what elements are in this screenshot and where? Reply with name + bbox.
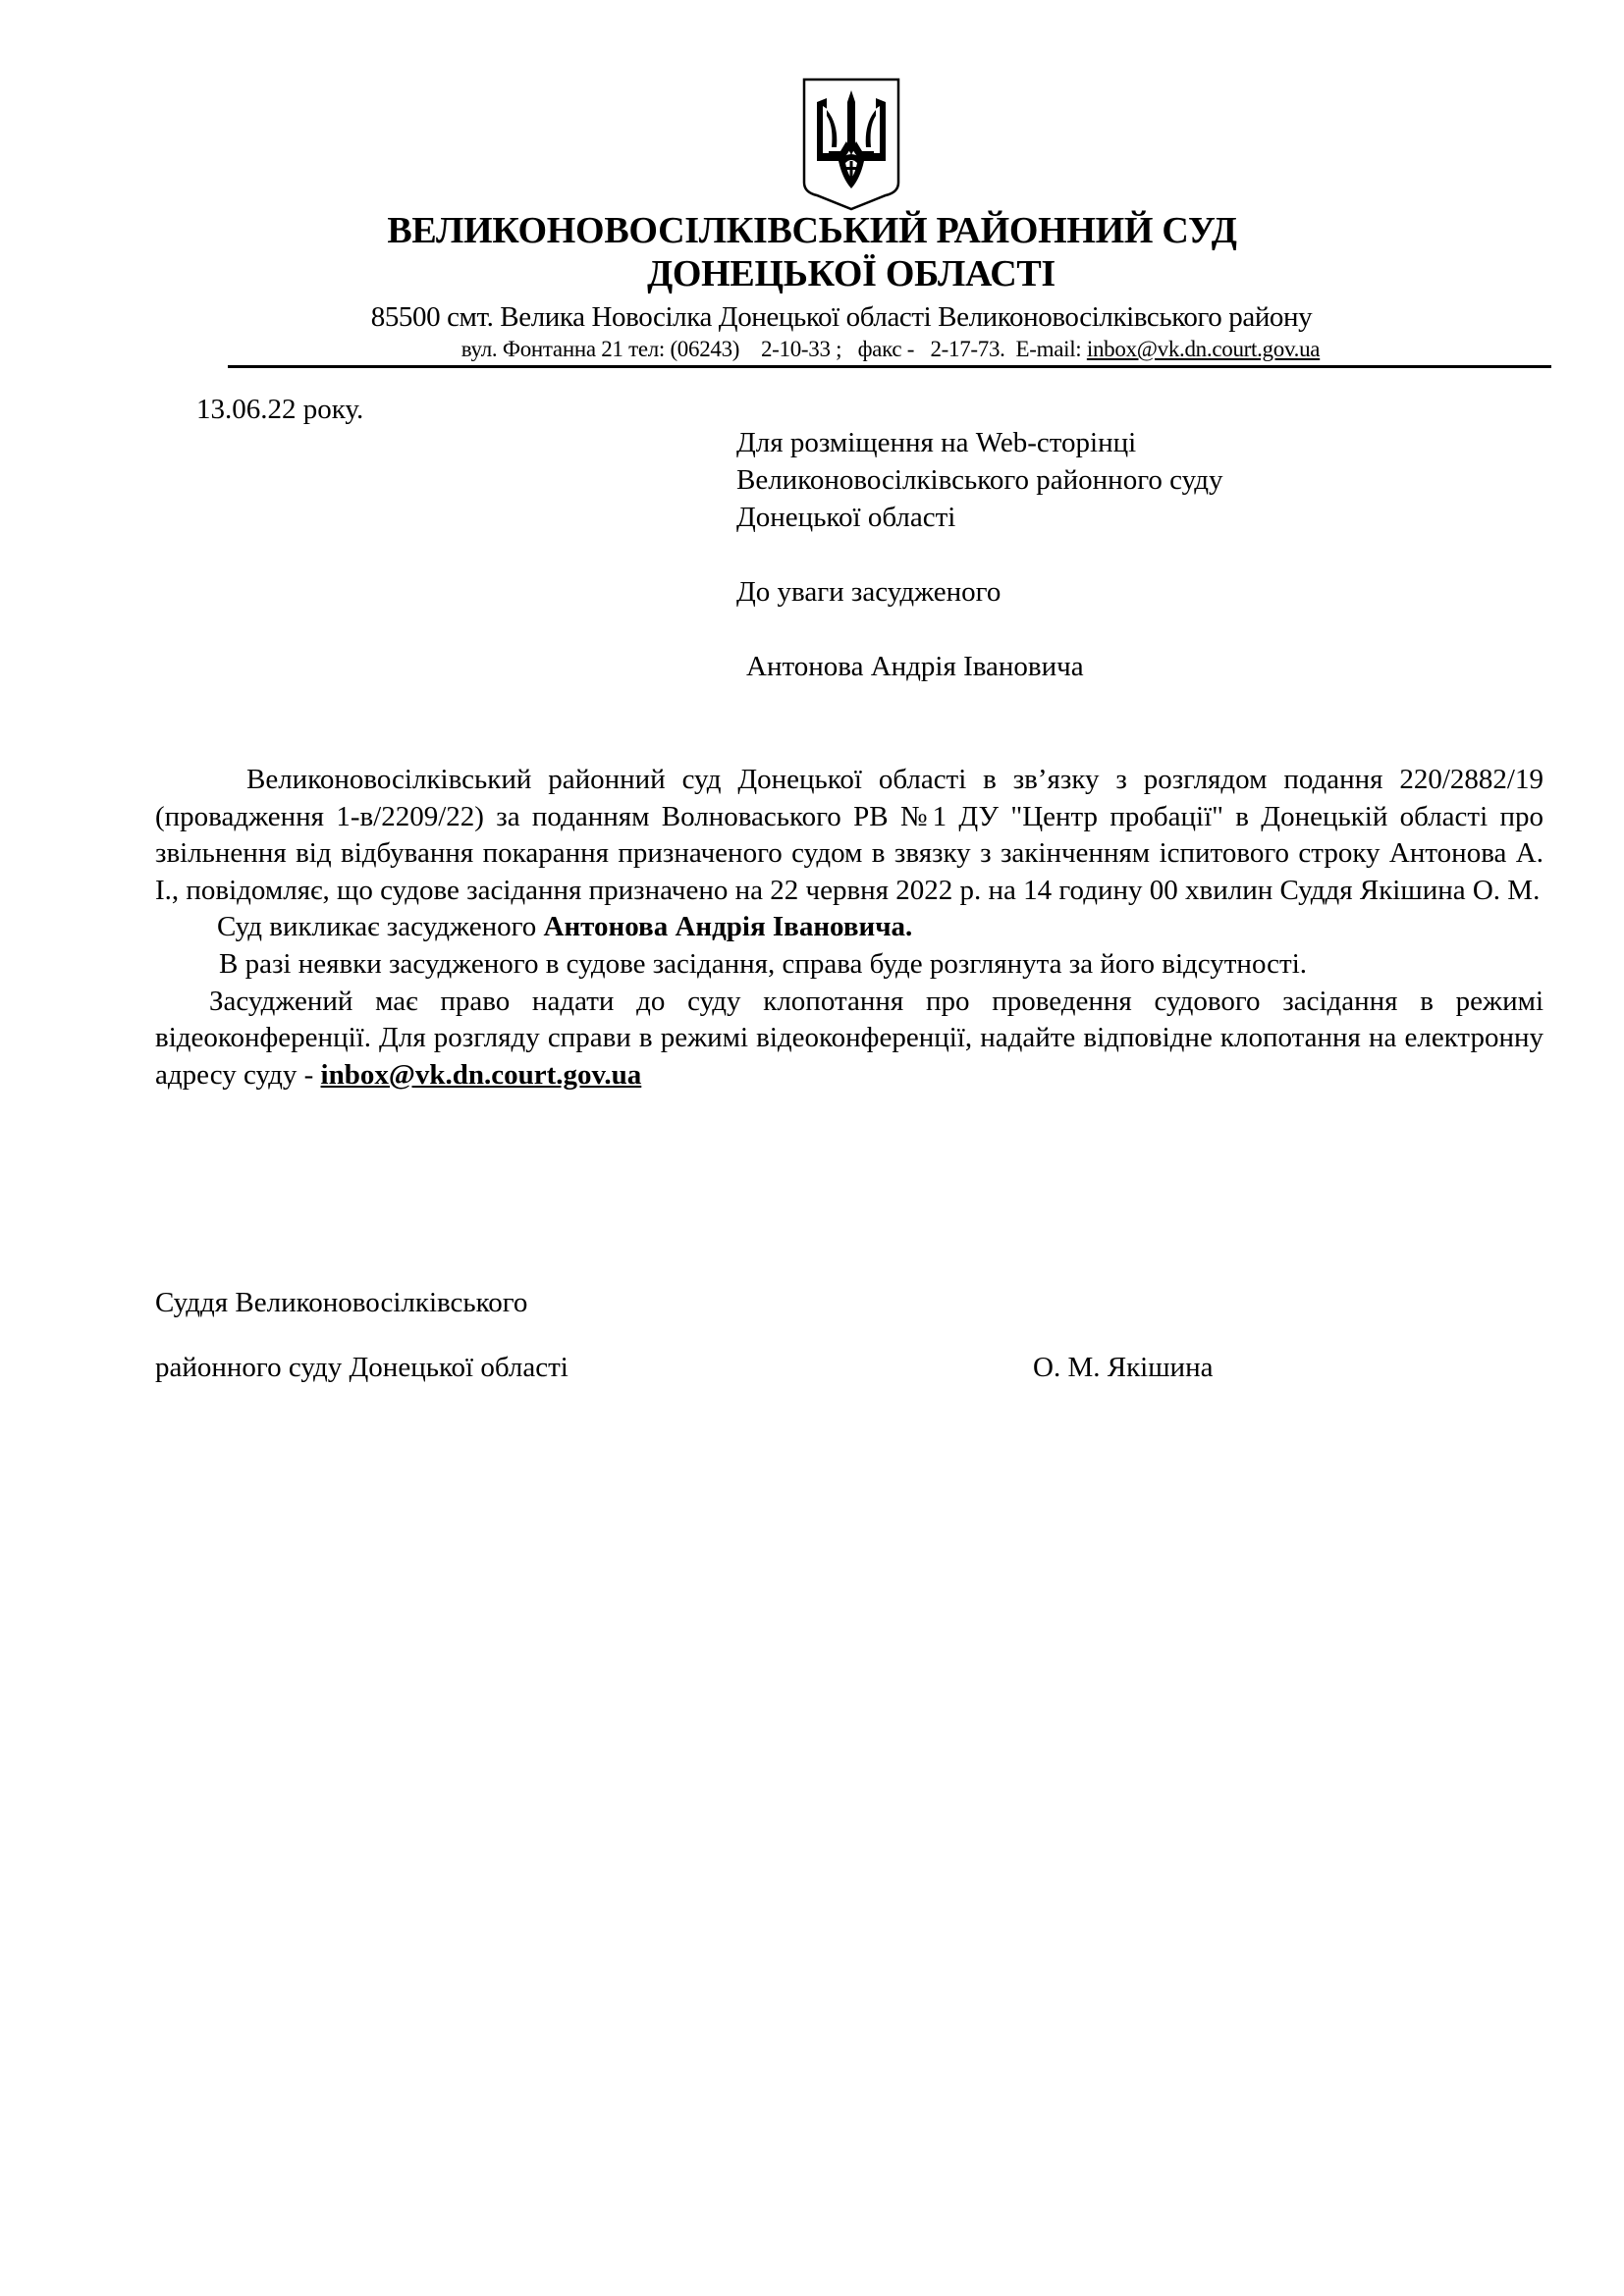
court-name-line2: ДОНЕЦЬКОЇ ОБЛАСТІ [647, 253, 1056, 294]
body-paragraph-3: В разі неявки засудженого в судове засідання, справа буде розглянута за його відсутності. [219, 947, 1308, 980]
letter-body [155, 762, 1543, 1094]
signature-title-line2: районного суду Донецької області [155, 1352, 568, 1383]
recipient-line3: Донецької області [736, 502, 956, 533]
recipient-line2: Великоновосілківського районного суду [736, 464, 1223, 496]
body-paragraph-1: Великоновосілківський районний суд Донецької області в зв’язку з розглядом подання 220/2882/19 (провадження 1-в/2209/22) за поданням Волноваського РВ №1 ДУ "Центр пробації" в Донецькій області про звільнення від відбування покарання призначеного судом в звязку з закінченням іспитового строку Антонова А. І., повідомляє, що судове засідання призначено на 22 червня 2022 р. на 14 годину 00 хвилин Суддя Якішина О. М. [155, 764, 1543, 906]
court-address: 85500 смт. Велика Новосілка Донецької області Великоновосілківського району [370, 301, 1313, 333]
recipient-block [736, 424, 1223, 685]
recipient-attention: До уваги засудженого [736, 576, 1001, 608]
letter-date: 13.06.22 року. [196, 394, 364, 425]
contacts-text: вул. Фонтанна 21 тел: (06243) 2-10-33 ; факс - 2-17-73. E-mail: [460, 337, 1087, 361]
body-email-link[interactable]: inbox@vk.dn.court.gov.ua [320, 1058, 642, 1091]
convict-name-bold: Антонова Андрія Івановича. [543, 911, 913, 943]
header-divider [228, 365, 1551, 368]
recipient-name: Антонова Андрія Івановича [746, 651, 1084, 682]
ukraine-coat-of-arms-icon [801, 77, 901, 212]
paragraph-2-text: Суд викликає засудженого [217, 911, 544, 943]
court-contacts [0, 336, 1624, 363]
body-paragraph-2 [155, 909, 1543, 946]
body-paragraph-4 [155, 984, 1543, 1095]
header-email-link[interactable]: inbox@vk.dn.court.gov.ua [1086, 337, 1321, 361]
signature-title-line1: Суддя Великоновосілківського [155, 1287, 528, 1318]
recipient-line1: Для розміщення на Web-сторінці [736, 427, 1137, 458]
court-name-line1: ВЕЛИКОНОВОСІЛКІВСЬКИЙ РАЙОННИЙ СУД [387, 210, 1237, 251]
signature-name: О. М. Якішина [1033, 1352, 1214, 1383]
paragraph-4-text: Засуджений має право надати до суду клопотання про проведення судового засідання в режимі відеоконференції. Для розгляду справи в режимі відеоконференції, надайте відповідне клопотання на електронну адресу суду - [155, 985, 1543, 1091]
